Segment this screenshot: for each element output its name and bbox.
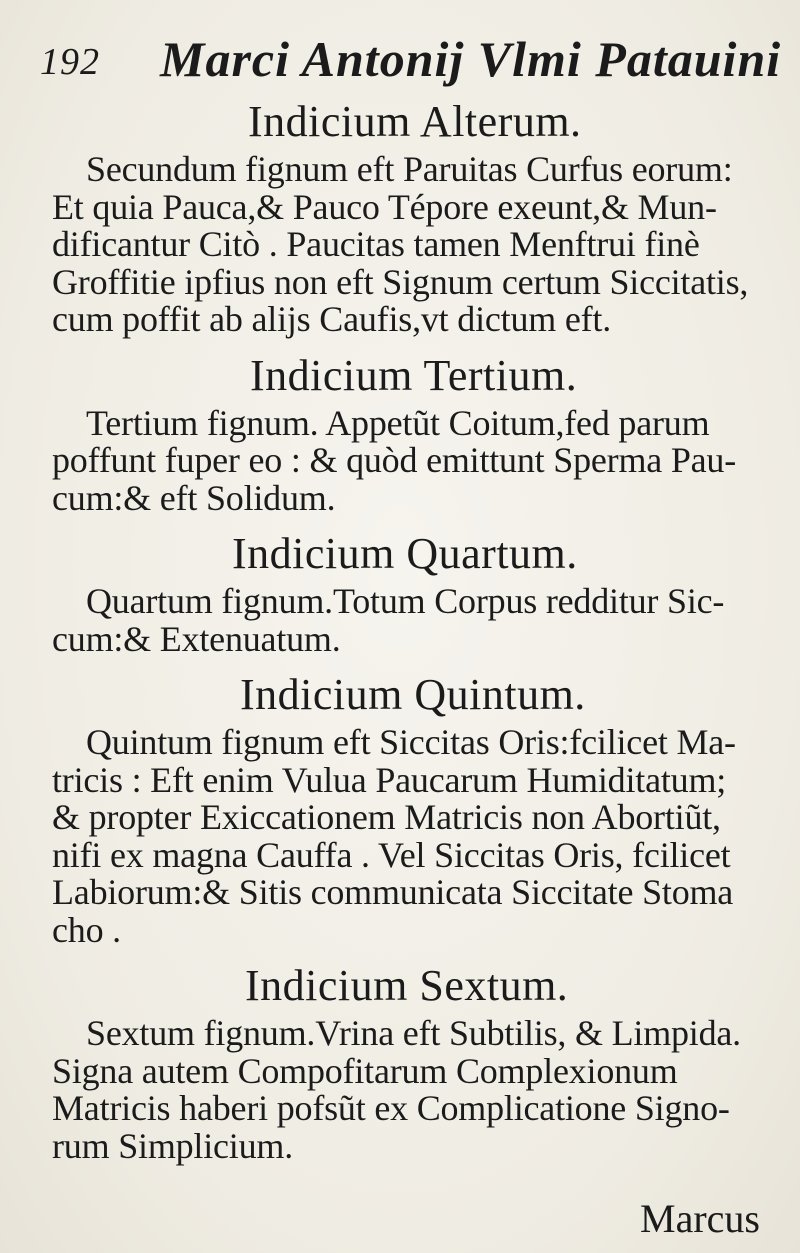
page-header [0, 30, 800, 100]
text-line: Sextum fignum.Vrina eft Subtilis, & Limpida. [86, 1013, 741, 1053]
text-line: Quartum fignum.Totum Corpus redditur Sic- [86, 581, 725, 621]
section-heading: Indicium Quartum. [232, 529, 578, 578]
text-line: nifi ex magna Cauffa . Vel Siccitas Oris, fcilicet [52, 834, 731, 875]
text-line: Matricis haberi pofsũt ex Complicatione Signo- [52, 1088, 730, 1128]
text-line: cum:& Extenuatum. [52, 618, 341, 659]
text-line: Labiorum:& Sitis communicata Siccitate Stoma [52, 872, 734, 912]
text-line: rum Simplicium. [52, 1125, 294, 1166]
text-line: Quintum fignum eft Siccitas Oris:fcilicet Ma- [86, 722, 736, 762]
section-heading: Indicium Alterum. [248, 97, 582, 146]
text-line: Secundum fignum eft Paruitas Curfus eorum: [86, 149, 733, 189]
catchword: Marcus [640, 1196, 760, 1241]
text-line: dificantur Citò . Paucitas tamen Menftrui finè [52, 224, 700, 264]
text-line: cum poffit ab alijs Caufis,vt dictum eft. [52, 299, 612, 339]
section-heading: Indicium Quintum. [240, 670, 586, 719]
text-line: cum:& eft Solidum. [52, 477, 336, 518]
text-line: Signa autem Compofitarum Complexionum [52, 1050, 678, 1091]
text-line: cho . [52, 909, 121, 950]
text-line: Groffitie ipfius non eft Signum certum Siccitatis, [52, 261, 749, 302]
text-line: Et quia Pauca,& Pauco Tépore exeunt,& Mun- [52, 186, 717, 227]
text-line: poffunt fuper eo : & quòd emittunt Sperma Pau- [52, 440, 737, 480]
page-number: 192 [40, 41, 100, 83]
section-heading: Indicium Sextum. [245, 961, 569, 1010]
section-heading: Indicium Tertium. [250, 350, 578, 400]
running-head: Marci Antonij Vlmi Patauini [160, 31, 782, 87]
text-line: tricis : Eft enim Vulua Paucarum Humiditatum; [52, 759, 727, 800]
text-line: & propter Exiccationem Matricis non Abortiũt, [52, 797, 721, 837]
text-line: Tertium fignum. Appetũt Coitum,fed parum [86, 402, 710, 443]
